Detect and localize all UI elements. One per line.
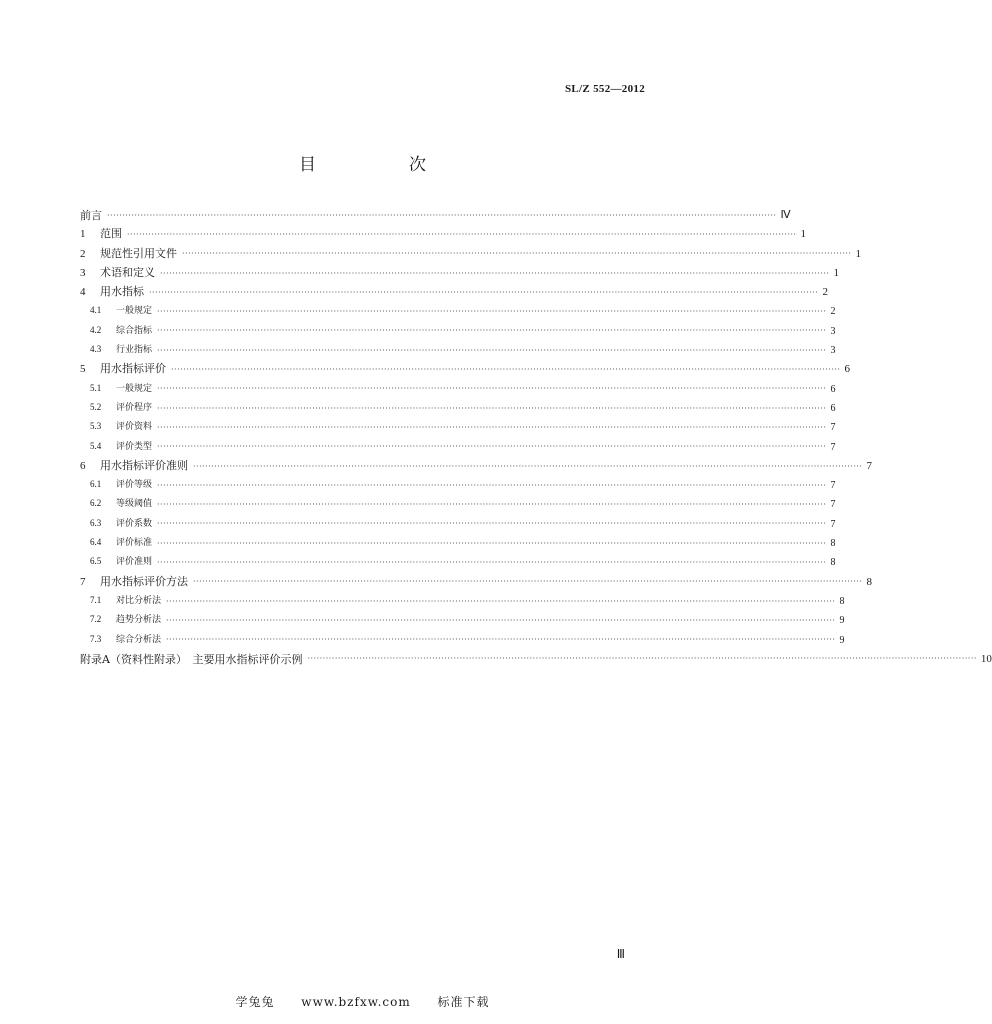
page-number: Ⅲ xyxy=(616,947,625,961)
toc-entry-number: 5.2 xyxy=(90,401,102,412)
toc-entry-title: 用水指标 xyxy=(100,285,144,299)
footer-watermark xyxy=(0,993,725,1010)
toc-entry-label xyxy=(80,533,157,553)
toc-entry[interactable] xyxy=(80,534,836,553)
toc-entry-label xyxy=(80,572,193,592)
toc-dot-leader: ···························································································································································································································· xyxy=(157,384,827,394)
toc-dot-leader: ···························································································································································································································· xyxy=(157,326,827,336)
toc-entry-label xyxy=(80,263,160,283)
toc-entry-page: 8 xyxy=(866,575,872,588)
toc-entry-page: 7 xyxy=(866,459,872,472)
toc-entry[interactable] xyxy=(80,515,836,534)
toc-entry-page: 1 xyxy=(800,228,806,241)
toc-entry-title: 评价准则 xyxy=(116,557,153,568)
toc-entry-number: 4.1 xyxy=(90,305,102,316)
toc-entry-title: 综合分析法 xyxy=(116,634,162,645)
toc-entry-label xyxy=(80,650,307,669)
toc-entry-label xyxy=(80,591,166,611)
toc-dot-leader: ···························································································································································································································· xyxy=(166,596,836,606)
toc-entry[interactable] xyxy=(80,631,845,650)
toc-entry-label xyxy=(80,244,182,264)
toc-entry-title: 行业指标 xyxy=(116,345,153,356)
toc-entry-title: 一般规定 xyxy=(116,306,153,317)
toc-entry-title: 综合指标 xyxy=(116,325,153,336)
toc-entry[interactable] xyxy=(80,438,836,457)
footer-tagline: 标准下载 xyxy=(437,995,490,1009)
toc-entry[interactable] xyxy=(80,650,992,669)
toc-entry-page: 1 xyxy=(833,266,839,279)
toc-entry-number: 6.1 xyxy=(90,479,102,490)
toc-entry-title: 术语和定义 xyxy=(100,265,155,279)
toc-entry[interactable] xyxy=(80,418,836,437)
toc-dot-leader: ···························································································································································································································· xyxy=(193,577,863,587)
toc-dot-leader: ···························································································································································································································· xyxy=(149,287,819,297)
toc-entry-page: 7 xyxy=(830,480,836,492)
toc-dot-leader: ···························································································································································································································· xyxy=(157,345,827,355)
toc-entry-title: 评价系数 xyxy=(116,518,153,529)
toc-entry-label xyxy=(80,630,166,650)
toc-dot-leader: ···························································································································································································································· xyxy=(193,461,863,471)
toc-entry-label xyxy=(80,359,171,379)
toc-entry-page: 7 xyxy=(830,518,836,530)
toc-entry[interactable] xyxy=(80,457,872,476)
toc-entry-label xyxy=(80,456,193,476)
toc-entry-label xyxy=(80,475,157,495)
toc-entry[interactable] xyxy=(80,592,845,611)
toc-entry-number: 7 xyxy=(80,575,86,588)
toc-dot-leader: ···························································································································································································································· xyxy=(157,500,827,510)
toc-entry-label xyxy=(80,494,157,514)
toc-entry-page: 7 xyxy=(830,422,836,434)
toc-entry[interactable] xyxy=(80,360,850,379)
toc-entry-page: 7 xyxy=(830,441,836,453)
toc-dot-leader: ···························································································································································································································· xyxy=(107,210,777,220)
toc-entry-number: 6 xyxy=(80,459,86,472)
toc-entry-title: 趋势分析法 xyxy=(116,615,162,626)
page-title: 目 次 xyxy=(299,155,464,175)
toc-dot-leader: ···························································································································································································································· xyxy=(157,307,827,317)
toc-entry-page: 2 xyxy=(830,306,836,318)
toc-dot-leader: ···························································································································································································································· xyxy=(127,229,797,239)
toc-entry-title: 评价资料 xyxy=(116,422,153,433)
toc-dot-leader: ···························································································································································································································· xyxy=(157,403,827,413)
toc-entry-label xyxy=(80,398,157,418)
toc-entry[interactable] xyxy=(80,206,791,225)
toc-entry-label xyxy=(80,552,157,572)
toc-entry-title: 用水指标评价方法 xyxy=(100,574,188,588)
toc-entry-title: 评价类型 xyxy=(116,441,153,452)
toc-entry-page: 2 xyxy=(822,286,828,299)
toc-entry-title: 用水指标评价准则 xyxy=(100,458,188,472)
toc-entry-number: 7.2 xyxy=(90,614,102,625)
toc-entry-label xyxy=(80,610,166,630)
toc-dot-leader: ···························································································································································································································· xyxy=(166,615,836,625)
toc-entry-number: 3 xyxy=(80,266,86,279)
toc-entry-page: 10 xyxy=(980,652,992,665)
toc-entry[interactable] xyxy=(80,399,836,418)
toc-entry-title: 评价标准 xyxy=(116,538,153,549)
toc-dot-leader: ···························································································································································································································· xyxy=(157,442,827,452)
toc-entry-title: 范围 xyxy=(100,227,122,241)
toc-entry-number: 6.5 xyxy=(90,556,102,567)
toc-entry[interactable] xyxy=(80,553,836,572)
toc-entry-number: 6.3 xyxy=(90,517,102,528)
toc-entry-label xyxy=(80,301,157,321)
toc-dot-leader: ···························································································································································································································· xyxy=(160,268,830,278)
toc-entry-number: 5.3 xyxy=(90,421,102,432)
toc-dot-leader: ···························································································································································································································· xyxy=(157,480,827,490)
toc-dot-leader: ···························································································································································································································· xyxy=(182,249,852,259)
toc-entry-page: 9 xyxy=(839,615,845,627)
toc-entry-page: 6 xyxy=(830,402,836,414)
toc-entry-page: Ⅳ xyxy=(780,209,791,221)
toc-entry-number: 4 xyxy=(80,286,86,299)
toc-entry[interactable] xyxy=(80,495,836,514)
toc-entry-number: 4.2 xyxy=(90,324,102,335)
toc-entry-label xyxy=(80,417,157,437)
toc-entry-number: 7.3 xyxy=(90,633,102,644)
toc-entry-title: 一般规定 xyxy=(116,383,153,394)
toc-entry-label xyxy=(80,379,157,399)
toc-entry-number: 6.4 xyxy=(90,537,102,548)
toc-entry-label xyxy=(80,340,157,360)
toc-entry-title: 评价等级 xyxy=(116,480,153,491)
toc-entry-number: 4.3 xyxy=(90,344,102,355)
standard-code: SL/Z 552—2012 xyxy=(565,83,645,95)
toc-entry-label xyxy=(80,321,157,341)
toc-dot-leader: ···························································································································································································································· xyxy=(157,519,827,529)
toc-entry-number: 1 xyxy=(80,228,86,241)
toc-entry-title: 附录A（资料性附录） 主要用水指标评价示例 xyxy=(80,652,303,666)
toc-entry-number: 2 xyxy=(80,247,86,260)
toc-entry-page: 3 xyxy=(830,345,836,357)
footer-site-name: 学兔兔 xyxy=(235,995,275,1009)
toc-entry-number: 5.4 xyxy=(90,440,102,451)
toc-entry-label xyxy=(80,206,107,225)
toc-entry-page: 8 xyxy=(830,538,836,550)
toc-entry-page: 8 xyxy=(830,557,836,569)
toc-dot-leader: ···························································································································································································································· xyxy=(166,635,836,645)
toc-entry-label xyxy=(80,514,157,534)
toc-entry[interactable] xyxy=(80,380,836,399)
toc-entry[interactable] xyxy=(80,322,836,341)
toc-entry[interactable] xyxy=(80,573,872,592)
toc-entry[interactable] xyxy=(80,302,836,321)
toc-dot-leader: ···························································································································································································································· xyxy=(157,557,827,567)
toc-entry-label xyxy=(80,224,127,244)
toc-entry-page: 6 xyxy=(844,363,850,376)
toc-entry-number: 7.1 xyxy=(90,594,102,605)
toc-entry-title: 规范性引用文件 xyxy=(100,246,177,260)
toc-entry-number: 5 xyxy=(80,363,86,376)
toc-entry-number: 6.2 xyxy=(90,498,102,509)
toc-dot-leader: ···························································································································································································································· xyxy=(157,422,827,432)
toc-entry[interactable] xyxy=(80,245,861,264)
toc-entry-title: 用水指标评价 xyxy=(100,362,166,376)
footer-url[interactable]: www.bzfxw.com xyxy=(301,995,411,1009)
toc-entry-page: 7 xyxy=(830,499,836,511)
toc-entry-page: 9 xyxy=(839,634,845,646)
toc-entry-title: 前言 xyxy=(80,209,102,222)
toc-entry[interactable] xyxy=(80,341,836,360)
toc-entry-title: 对比分析法 xyxy=(116,595,162,606)
toc-entry[interactable] xyxy=(80,476,836,495)
toc-entry-label xyxy=(80,437,157,457)
toc-entry[interactable] xyxy=(80,283,828,302)
toc-entry-number: 5.1 xyxy=(90,382,102,393)
toc-entry-page: 3 xyxy=(830,325,836,337)
toc-entry[interactable] xyxy=(80,264,839,283)
toc-entry-page: 8 xyxy=(839,595,845,607)
toc-entry-title: 评价程序 xyxy=(116,402,153,413)
toc-entry-page: 6 xyxy=(830,383,836,395)
toc-dot-leader: ···························································································································································································································· xyxy=(307,654,977,664)
toc-dot-leader: ···························································································································································································································· xyxy=(157,538,827,548)
toc-entry-label xyxy=(80,282,149,302)
toc-entry[interactable] xyxy=(80,225,806,244)
toc-dot-leader: ···························································································································································································································· xyxy=(171,365,841,375)
toc-entry[interactable] xyxy=(80,611,845,630)
toc-entry-title: 等级阈值 xyxy=(116,499,153,510)
toc-entry-page: 1 xyxy=(855,247,861,260)
table-of-contents xyxy=(80,206,992,669)
